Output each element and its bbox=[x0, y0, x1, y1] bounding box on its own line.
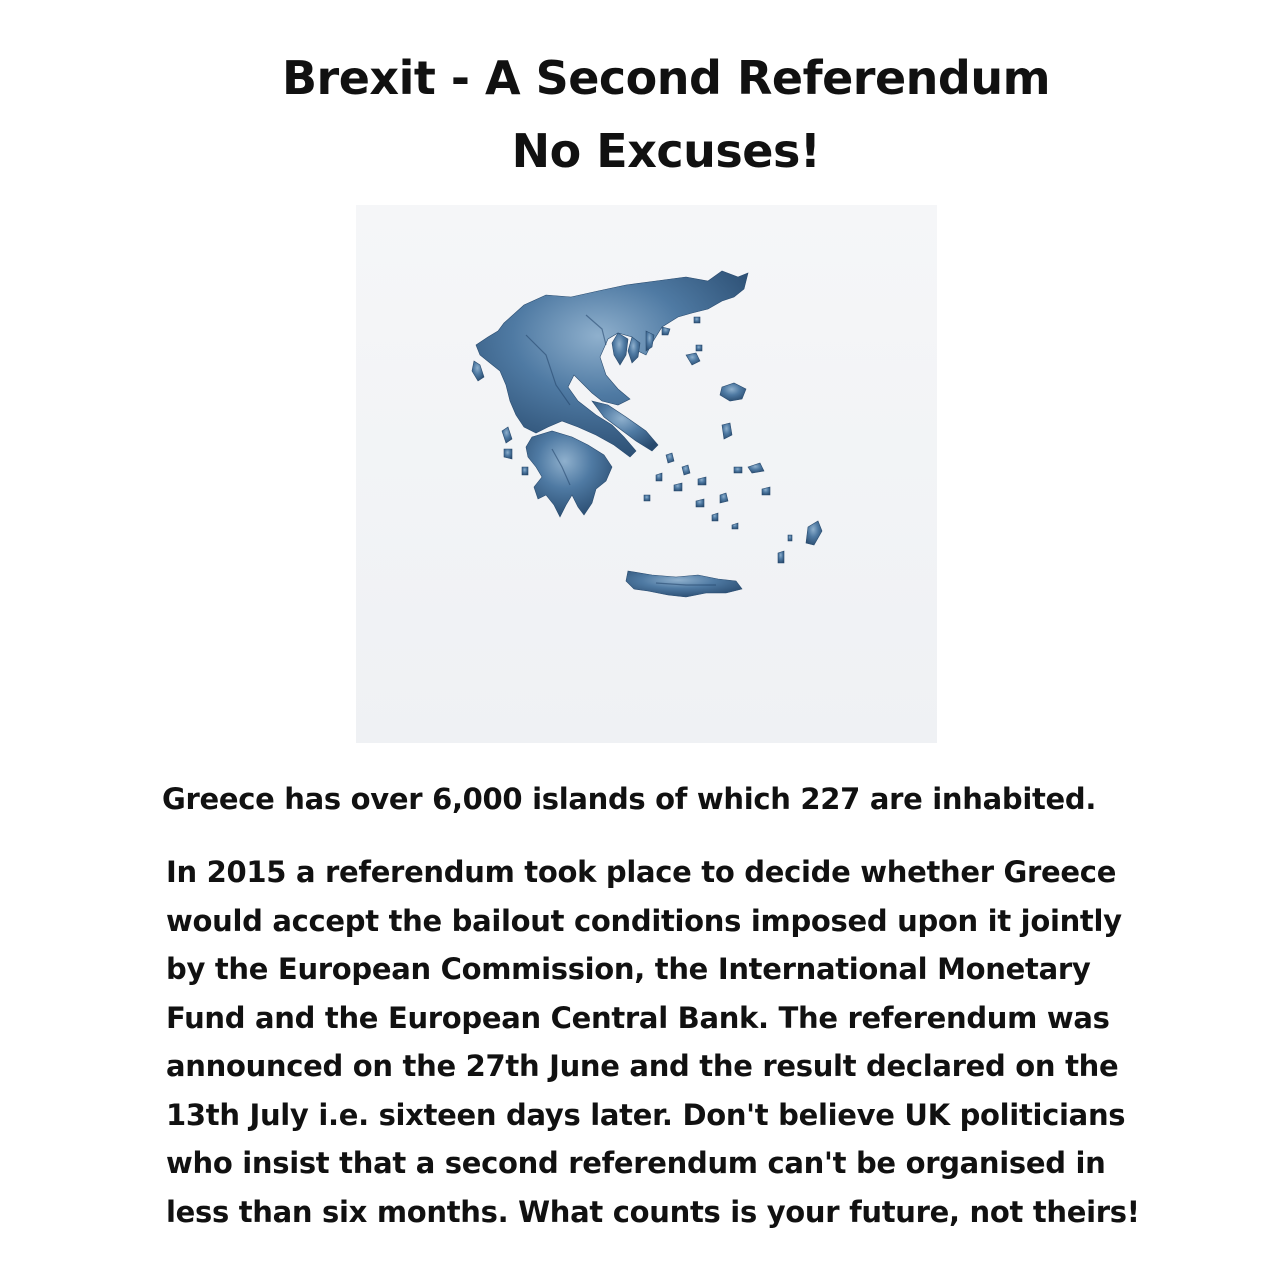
greece-map-image bbox=[356, 205, 937, 743]
paragraph-line: In 2015 a referendum took place to decide whether Greece bbox=[166, 855, 1117, 889]
paragraph-line: 13th July i.e. sixteen days later. Don't believe UK politicians bbox=[166, 1097, 1126, 1132]
page-subtitle: No Excuses! bbox=[511, 124, 821, 178]
paragraph-line: who insist that a second referendum can't be organised in bbox=[166, 1146, 1106, 1180]
paragraph-line: would accept the bailout conditions imposed upon it jointly bbox=[166, 903, 1122, 938]
greece-map-icon bbox=[356, 205, 937, 743]
paragraph-line: announced on the 27th June and the result declared on the bbox=[166, 1049, 1119, 1083]
paragraph-line: Fund and the European Central Bank. The referendum was bbox=[166, 1000, 1110, 1035]
paragraph-line: less than six months. What counts is your future, not theirs! bbox=[166, 1194, 1140, 1229]
islands-fact: Greece has over 6,000 islands of which 227 are inhabited. bbox=[162, 782, 1097, 816]
paragraph-line: by the European Commission, the International Monetary bbox=[166, 952, 1091, 986]
referendum-paragraph bbox=[166, 848, 1166, 1236]
page-title: Brexit - A Second Referendum bbox=[281, 51, 1051, 105]
